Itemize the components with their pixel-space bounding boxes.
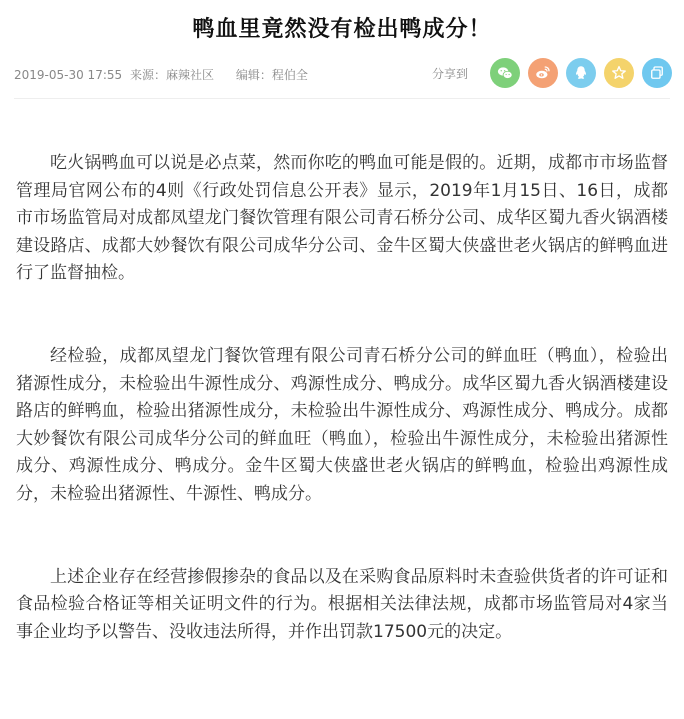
share-label: 分享到 <box>431 66 468 81</box>
article-title: 鸭血里竟然没有检出鸭成分！ <box>192 17 492 42</box>
weibo-icon <box>534 64 552 82</box>
article-source: 来源：麻辣社区 <box>129 68 214 82</box>
publish-datetime: 2019-05-30 17:55 <box>14 68 123 82</box>
share-bar <box>432 58 672 88</box>
share-wechat-button[interactable] <box>490 58 520 88</box>
wechat-icon <box>496 64 514 82</box>
share-qzone-button[interactable] <box>604 58 634 88</box>
article-paragraph: 上述企业存在经营掺假掺杂的食品以及在采购食品原料时未查验供货者的许可证和食品检验合格证等相关证明文件的行为。根据相关法律法规，成都市场监管局对4家当事企业均予以警告、没收违法所得，并作出罚款17500元的决定。 <box>16 566 668 642</box>
share-qq-button[interactable] <box>566 58 596 88</box>
star-icon <box>610 64 628 82</box>
article-meta <box>14 66 312 83</box>
share-copy-button[interactable] <box>642 58 672 88</box>
article-paragraph: 吃火锅鸭血可以说是必点菜，然而你吃的鸭血可能是假的。近期，成都市市场监督管理局官网公布的4则《行政处罚信息公开表》显示，2019年1月15日、16日，成都市市场监管局对成都凤望龙门餐饮管理有限公司青石桥分公司、成华区蜀九香火锅酒楼建设路店、成都大妙餐饮有限公司成华分公司、金牛区蜀大侠盛世老火锅店的鲜鸭血进行了监督抽检。 <box>16 153 668 284</box>
article-body <box>16 150 668 701</box>
article-paragraph: 经检验，成都凤望龙门餐饮管理有限公司青石桥分公司的鲜血旺（鸭血），检验出猪源性成分，未检验出牛源性成分、鸡源性成分、鸭成分。成华区蜀九香火锅酒楼建设路店的鲜鸭血，检验出猪源性成分，未检验出牛源性成分、鸡源性成分、鸭成分。成都大妙餐饮有限公司成华分公司的鲜血旺（鸭血），检验出牛源性成分，未检验出猪源性成分、鸡源性成分、鸭成分。金牛区蜀大侠盛世老火锅店的鲜鸭血，检验出鸡源性成分，未检验出猪源性、牛源性、鸭成分。 <box>16 345 668 504</box>
qq-icon <box>572 64 590 82</box>
article-editor: 编辑：程伯全 <box>235 68 308 82</box>
copy-icon <box>648 64 666 82</box>
header-divider <box>14 98 670 99</box>
share-weibo-button[interactable] <box>528 58 558 88</box>
